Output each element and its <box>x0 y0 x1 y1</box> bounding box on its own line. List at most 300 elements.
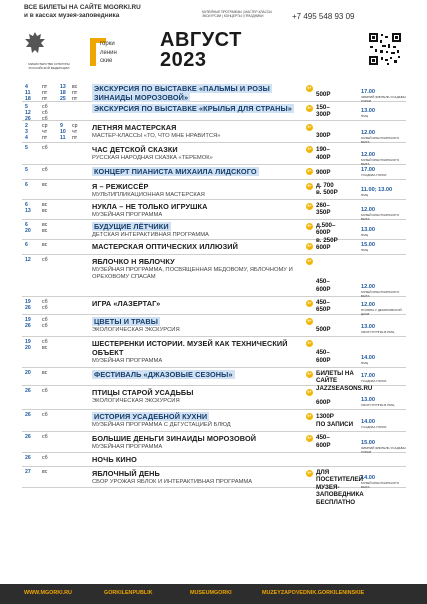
event-price <box>316 91 360 98</box>
event-info <box>92 257 300 281</box>
event-info <box>92 167 300 176</box>
event-title[interactable]: ЯБЛОЧКО Н ЯБЛОЧКУ <box>92 257 175 266</box>
event-dates <box>25 299 39 311</box>
event-dates-2 <box>60 84 72 102</box>
event-weekdays <box>42 257 60 263</box>
event-weekdays <box>42 182 60 188</box>
event-info <box>92 123 300 140</box>
event-weekdays <box>42 339 60 351</box>
event-weekdays-value: сб <box>42 305 48 312</box>
event-venue <box>361 373 407 384</box>
event-subtitle: МАСТЕР-КЛАССЫ «ТО, ЧТО МНЕ НРАВИТСЯ» <box>92 133 221 139</box>
event-price <box>316 182 360 197</box>
event-weekdays-value: пт <box>42 135 48 142</box>
event-title[interactable]: КОНЦЕРТ ПИАНИСТА МИХАИЛА ЛИДСКОГО <box>94 167 257 176</box>
event-price-value: 450– <box>316 278 330 286</box>
event-weekdays <box>42 388 60 394</box>
event-weekdays <box>42 167 60 173</box>
event-weekdays-2-value: пт <box>72 90 78 97</box>
event-subtitle: МУЛЬТИПЛИКАЦИОННАЯ МАСТЕРСКАЯ <box>92 192 205 198</box>
event-subtitle: МУЗЕЙНАЯ ПРОГРАММА С ДЕГУСТАЦИЕЙ БЛЮД <box>92 422 231 428</box>
event-price-value: д.500– <box>316 222 336 229</box>
event-row[interactable] <box>22 315 406 337</box>
event-venue <box>361 108 407 119</box>
event-dates-value: 6 <box>25 222 28 228</box>
event-venue-name: СБОР ГРУППЫ В НМЦ <box>361 402 395 407</box>
event-weekdays <box>42 84 60 102</box>
ministry-text: МИНИСТЕРСТВО КУЛЬТУРЫ РОССИЙСКОЙ ФЕДЕРАЦИИ <box>28 62 70 70</box>
event-price <box>316 278 360 293</box>
event-row[interactable] <box>22 467 406 506</box>
age-rating-badge: 6+ <box>307 106 312 110</box>
event-dates-value: 5 <box>25 104 28 110</box>
event-dates <box>25 434 39 440</box>
event-weekdays-value: сб <box>42 455 48 461</box>
event-dates <box>25 455 39 461</box>
event-title[interactable]: ЯБЛОЧНЫЙ ДЕНЬ <box>92 469 160 478</box>
event-price-value: 450– <box>316 299 330 306</box>
event-title[interactable]: ЛЕТНЯЯ МАСТЕРСКАЯ <box>92 123 177 132</box>
event-row[interactable] <box>22 220 406 244</box>
event-weekdays-2-value: пт <box>72 96 78 103</box>
event-weekdays-value: сб <box>42 104 48 110</box>
age-rating-badge: 6+ <box>307 244 312 248</box>
event-dates <box>25 202 39 214</box>
event-info <box>92 469 300 486</box>
event-price-value: ДЛЯ ПОСЕТИТЕЛЕЙ <box>316 469 363 484</box>
event-row[interactable] <box>22 410 406 432</box>
event-price <box>316 413 360 428</box>
event-row[interactable] <box>22 453 406 467</box>
event-dates <box>25 167 39 173</box>
event-price-value: в. 500Р <box>316 189 338 197</box>
event-dates-value: 19 <box>25 299 31 305</box>
event-time: 14.00 <box>361 355 375 361</box>
event-title[interactable]: ПТИЦЫ СТАРОЙ УСАДЬБЫ <box>92 388 194 397</box>
event-dates-value: 6 <box>25 202 28 208</box>
event-weekdays-value: вс <box>42 222 48 228</box>
event-dates <box>25 339 39 351</box>
event-price-value: 600Р <box>316 398 331 406</box>
event-venue-name: СБОР ГРУППЫ В НМЦ <box>361 329 395 334</box>
event-price-value: 900Р <box>316 168 331 176</box>
event-dates-value: 3 <box>25 129 28 136</box>
event-price <box>316 169 360 176</box>
event-row[interactable] <box>22 200 406 220</box>
event-venue-name: МУЗЕЙ КРЕСТЬЯНСКОГО БЫТА <box>361 212 400 221</box>
logo-line-3: ские <box>100 58 113 64</box>
event-weekdays-2-value: ср <box>72 123 78 129</box>
event-row[interactable] <box>22 121 406 143</box>
event-weekdays-value: сб <box>42 323 48 330</box>
event-subtitle: МУЗЕЙНАЯ ПРОГРАММА <box>92 444 163 450</box>
event-venue-name: МУЗЕЙ КРЕСТЬЯНСКОГО БЫТА <box>361 135 400 144</box>
page-title <box>160 30 242 70</box>
event-venue <box>361 324 407 335</box>
event-weekdays-value: сб <box>42 317 48 323</box>
event-title[interactable]: ИСТОРИЯ УСАДЕБНОЙ КУХНИ <box>94 412 208 421</box>
event-dates-2-value: 9 <box>60 123 63 129</box>
event-title[interactable]: ШЕСТЕРЕНКИ ИСТОРИИ. МУЗЕЙ КАК ТЕХНИЧЕСКИЙ ОБЪЕКТ <box>92 339 288 357</box>
event-price-value: 150– <box>316 104 330 111</box>
event-dates-value: 13 <box>25 208 31 215</box>
footer-zapovednik-link[interactable]: MUZEYZAPOVEDNIK.GORKILENINSKIE <box>262 590 365 596</box>
gorki-logo <box>90 38 142 68</box>
qr-code-icon[interactable] <box>368 32 402 66</box>
event-subtitle: ЭКОЛОГИЧЕСКАЯ ЭКСКУРСИЯ <box>92 398 180 404</box>
event-venue-name: НМЦ <box>361 232 369 237</box>
event-title[interactable]: НОЧЬ КИНО <box>92 455 137 464</box>
event-weekdays-value: сб <box>42 339 48 345</box>
event-venue-name: МУЗЕЙ КРЕСТЬЯНСКОГО БЫТА <box>361 289 400 298</box>
event-dates-value: 11 <box>25 90 31 97</box>
event-dates <box>25 317 39 329</box>
age-rating-badge: 6+ <box>307 372 312 376</box>
event-price-value: 650Р <box>316 306 331 314</box>
event-info <box>92 388 300 405</box>
event-row[interactable] <box>22 82 406 102</box>
event-dates-value: 27 <box>25 469 31 475</box>
event-price-value: JAZZSEASONS.RU <box>316 384 373 392</box>
event-time: 13.00 <box>361 397 375 403</box>
phone-number[interactable]: +7 495 548 93 09 <box>292 12 355 21</box>
ministry-block <box>22 30 76 70</box>
event-dates-2-value: 13 <box>60 84 66 90</box>
title-month: АВГУСТ <box>160 29 242 51</box>
event-price <box>316 202 360 217</box>
event-row[interactable] <box>22 102 406 121</box>
event-price <box>316 244 360 251</box>
event-info <box>92 242 300 251</box>
event-price-value: 1300Р <box>316 413 334 421</box>
logo-line-2: ленин <box>100 49 117 56</box>
event-weekdays-2 <box>72 84 86 102</box>
event-price-value: 600Р <box>316 356 331 364</box>
ticket-promo <box>24 4 141 20</box>
event-price <box>316 132 360 139</box>
event-dates <box>25 84 39 102</box>
event-time: 13.00 <box>361 324 375 330</box>
event-price-value: 600Р <box>316 243 331 251</box>
event-venue <box>361 475 407 489</box>
age-rating-badge: 6+ <box>307 319 312 323</box>
event-venue <box>361 419 407 430</box>
event-dates-value: 6 <box>25 242 28 248</box>
event-title[interactable]: БОЛЬШИЕ ДЕНЬГИ ЗИНАИДЫ МОРОЗОВОЙ <box>92 434 257 443</box>
event-time: 17.00 <box>361 89 375 95</box>
event-dates-value: 5 <box>25 167 28 173</box>
event-venue-name: НМЦ <box>361 247 369 252</box>
event-time: 12.00 <box>361 152 375 158</box>
poster-header <box>0 0 427 78</box>
events-table <box>22 82 406 506</box>
age-rating-badge: 6+ <box>307 341 312 345</box>
event-title[interactable]: ЦВЕТЫ И ТРАВЫ <box>94 317 159 326</box>
age-rating-badge: 6+ <box>307 169 312 173</box>
event-weekdays-value: сб <box>42 110 48 117</box>
event-venue-name: МУЗЕЙ КРЕСТЬЯНСКОГО БЫТА <box>361 480 400 489</box>
event-dates-2-value: 25 <box>60 96 66 103</box>
event-info <box>92 222 300 239</box>
event-price-value: 190– <box>316 146 330 154</box>
footer-museum-link[interactable]: MUSEUMGORKI <box>190 590 232 596</box>
event-time: 11.00; 13.00 <box>361 187 393 193</box>
age-rating-badge: 6+ <box>307 224 312 228</box>
footer-site-link[interactable]: WWW.MGORKI.RU <box>24 590 72 596</box>
event-row[interactable] <box>22 240 406 255</box>
event-dates-value: 20 <box>25 345 31 352</box>
event-price-value: в. 250Р <box>316 236 338 244</box>
event-venue <box>361 397 407 408</box>
event-price <box>316 349 360 364</box>
event-price-value: 500Р <box>316 325 331 333</box>
event-weekdays-value: вс <box>42 182 48 188</box>
event-venue-name: УСАДЬБА ГОРКИ <box>361 378 387 383</box>
event-time: 13.00 <box>361 108 375 114</box>
event-venue-name: ЗИМНИЙ ФЛИГЕЛЬ УСАДЬБЫ ГОРКИ <box>361 445 406 454</box>
event-weekdays-value: вс <box>42 208 48 215</box>
event-dates-value: 12 <box>25 257 31 263</box>
event-venue <box>361 167 407 178</box>
event-title[interactable]: ФЕСТИВАЛЬ «ДЖАЗОВЫЕ СЕЗОНЫ» <box>94 370 233 379</box>
event-dates-value: 4 <box>25 135 28 142</box>
event-dates-value: 5 <box>25 145 28 151</box>
event-weekdays <box>42 104 60 122</box>
event-row[interactable] <box>22 337 406 368</box>
event-venue <box>361 242 407 253</box>
event-time: 12.00 <box>361 207 375 213</box>
event-weekdays-value: пт <box>42 90 48 97</box>
event-price-value: ПО ЗАПИСИ <box>316 420 354 428</box>
event-dates <box>25 469 39 475</box>
event-venue-name: УСАДЬБА ГОРКИ <box>361 424 387 429</box>
event-info <box>92 317 300 334</box>
event-subtitle: ЭКОЛОГИЧЕСКАЯ ЭКСКУРСИЯ <box>92 327 180 333</box>
event-price <box>316 434 360 449</box>
event-row[interactable] <box>22 297 406 315</box>
event-dates-2 <box>60 123 72 141</box>
age-rating-badge: 6+ <box>307 436 312 440</box>
age-rating-badge: 6+ <box>307 414 312 418</box>
age-rating-badge: 6+ <box>307 301 312 305</box>
event-weekdays-value: сб <box>42 388 48 394</box>
event-info <box>92 104 300 113</box>
event-venue-name: НМЦ <box>361 113 369 118</box>
event-venue-name: НМЦ <box>361 192 369 197</box>
age-rating-badge: 3+ <box>307 147 312 151</box>
event-dates <box>25 123 39 141</box>
event-price-value: 300Р <box>316 111 331 119</box>
event-weekdays-2-value: вс <box>72 84 78 90</box>
event-weekdays <box>42 123 60 141</box>
event-time: 15.00 <box>361 440 375 446</box>
event-info <box>92 339 300 365</box>
event-price-value: 600Р <box>316 285 331 293</box>
event-time: 12.00 <box>361 284 375 290</box>
eagle-emblem-icon <box>22 30 48 56</box>
event-info <box>92 145 300 162</box>
event-dates <box>25 388 39 394</box>
event-subtitle: МУЗЕЙНАЯ ПРОГРАММА, ПОСВЯЩЕННАЯ МЕДОВОМУ, ЯБЛОЧНОМУ И ОРЕХОВОМУ СПАСАМ <box>92 267 293 280</box>
event-price-value: БЕСПЛАТНО <box>316 498 356 506</box>
event-title[interactable]: ЧАС ДЕТСКОЙ СКАЗКИ <box>92 145 178 154</box>
event-price <box>316 399 360 406</box>
event-price-value: 600Р <box>316 229 331 237</box>
event-title[interactable]: Я – РЕЖИССЁР <box>92 182 149 191</box>
age-rating-badge: 6+ <box>307 184 312 188</box>
event-info <box>92 84 300 102</box>
event-info <box>92 299 300 308</box>
event-weekdays-value: вс <box>42 202 48 208</box>
event-time: 12.00 <box>361 130 375 136</box>
event-info <box>92 202 300 219</box>
event-weekdays-value: пт <box>42 84 48 90</box>
event-weekdays <box>42 242 60 248</box>
event-dates-value: 26 <box>25 305 31 312</box>
event-row[interactable] <box>22 165 406 180</box>
event-title[interactable]: ЭКСКУРСИЯ ПО ВЫСТАВКЕ «ПАЛЬМЫ И РОЗЫ ЗИНАИДЫ МОРОЗОВОЙ» <box>94 84 270 102</box>
event-info <box>92 182 300 199</box>
event-dates-value: 26 <box>25 116 31 123</box>
event-weekdays-value: сб <box>42 299 48 305</box>
event-weekdays <box>42 455 60 461</box>
event-weekdays <box>42 317 60 329</box>
event-price-value: 450– <box>316 349 330 357</box>
event-dates-value: 19 <box>25 339 31 345</box>
event-venue <box>361 187 407 198</box>
event-weekdays-value: чт <box>42 129 48 136</box>
logo-line-1: горки <box>100 41 115 47</box>
event-price-value: д. 700 <box>316 182 334 189</box>
event-time: 13.00 <box>361 227 375 233</box>
event-dates <box>25 370 39 376</box>
event-weekdays-2 <box>72 123 86 141</box>
event-title[interactable]: ИГРА «ЛАЗЕРТАГ» <box>92 299 161 308</box>
event-subtitle: РУССКАЯ НАРОДНАЯ СКАЗКА «ТЕРЕМОК» <box>92 155 213 161</box>
event-weekdays-value: сб <box>42 167 48 173</box>
event-row[interactable] <box>22 255 406 297</box>
event-price-value: 350Р <box>316 209 331 217</box>
event-price-value: 450– <box>316 434 330 442</box>
event-price-value: 500Р <box>316 90 331 98</box>
event-venue-name: УСАДЬБА ГОРКИ <box>361 172 387 177</box>
footer-vk-link[interactable]: GORKILENPUBLIK <box>104 590 153 596</box>
event-time: 17.00 <box>361 167 375 173</box>
event-weekdays-value: вс <box>42 345 48 352</box>
event-dates-value: 12 <box>25 110 31 117</box>
event-dates <box>25 412 39 418</box>
event-weekdays-value: пт <box>42 96 48 103</box>
event-info <box>92 370 300 379</box>
event-time: 14.00 <box>361 475 375 481</box>
event-dates-value: 19 <box>25 317 31 323</box>
event-weekdays-value: ср <box>42 123 48 129</box>
age-rating-badge: 6+ <box>307 125 312 129</box>
event-time: 14.00 <box>361 419 375 425</box>
event-dates <box>25 182 39 188</box>
event-price <box>316 299 360 314</box>
event-dates <box>25 104 39 122</box>
age-rating-badge: 6+ <box>307 471 312 475</box>
promo-line-2: и в кассах музея-заповедника <box>24 12 120 19</box>
event-row[interactable] <box>22 143 406 165</box>
event-dates-value: 26 <box>25 412 31 418</box>
event-price-value: БИЛЕТЫ НА САЙТЕ <box>316 370 354 385</box>
event-subtitle: МУЗЕЙНАЯ ПРОГРАММА <box>92 358 163 364</box>
event-subtitle: ДЕТСКАЯ ИНТЕРАКТИВНАЯ ПРОГРАММА <box>92 232 209 238</box>
event-dates-2-value: 18 <box>60 90 66 97</box>
programs-text: МУЗЕЙНЫЕ ПРОГРАММЫ | МАСТЕР-КЛАССЫ ЭКСКУРСИИ | КОНЦЕРТЫ | ПРАЗДНИКИ <box>202 10 273 18</box>
event-dates-value: 6 <box>25 182 28 188</box>
event-weekdays-value: сб <box>42 257 48 263</box>
event-venue-name: ЗИМНИЙ ФЛИГЕЛЬ УСАДЬБЫ ГОРКИ <box>361 94 406 103</box>
event-row[interactable] <box>22 180 406 200</box>
event-row[interactable] <box>22 386 406 410</box>
event-price-value: 600Р <box>316 441 331 449</box>
event-info <box>92 434 300 451</box>
event-dates-value: 2 <box>25 123 28 129</box>
event-price <box>316 326 360 333</box>
event-weekdays <box>42 412 60 418</box>
event-dates <box>25 242 39 248</box>
event-price-value: 400Р <box>316 153 331 161</box>
event-title[interactable]: МАСТЕРСКАЯ ОПТИЧЕСКИХ ИЛЛЮЗИЙ <box>92 242 238 251</box>
footer <box>0 584 427 604</box>
event-price <box>316 146 360 161</box>
event-title[interactable]: БУДУЩИЕ ЛЁТЧИКИ <box>94 222 169 231</box>
event-weekdays-value: вс <box>42 469 48 475</box>
title-year: 2023 <box>160 49 207 71</box>
event-weekdays <box>42 222 60 234</box>
event-dates-2-value: 10 <box>60 129 66 136</box>
event-weekdays-value: сб <box>42 145 48 151</box>
event-weekdays-value: сб <box>42 116 48 123</box>
event-weekdays <box>42 434 60 440</box>
event-dates-value: 20 <box>25 228 31 235</box>
event-title[interactable]: ЭКСКУРСИЯ ПО ВЫСТАВКЕ «КРЫЛЬЯ ДЛЯ СТРАНЫ» <box>94 104 292 113</box>
event-dates-value: 26 <box>25 388 31 394</box>
event-dates <box>25 145 39 151</box>
event-weekdays <box>42 469 60 475</box>
event-subtitle: МУЗЕЙНАЯ ПРОГРАММА <box>92 212 163 218</box>
event-weekdays-value: вс <box>42 242 48 248</box>
event-venue-name: НМЦ <box>361 360 369 365</box>
event-price-value: 260– <box>316 202 330 209</box>
event-title[interactable]: НУКЛА – НЕ ТОЛЬКО ИГРУШКА <box>92 202 208 211</box>
event-dates <box>25 222 39 234</box>
event-time: 17.00 <box>361 373 375 379</box>
event-dates-value: 26 <box>25 323 31 330</box>
event-venue-name: МУЗЕЙ КРЕСТЬЯНСКОГО БЫТА <box>361 157 400 166</box>
age-rating-badge: 6+ <box>307 259 312 263</box>
event-price-value: 300Р <box>316 131 331 139</box>
event-venue <box>361 227 407 238</box>
event-weekdays-2-value: чт <box>72 129 78 136</box>
event-dates-value: 4 <box>25 84 28 90</box>
event-info <box>92 455 300 464</box>
event-time: 12.00 <box>361 302 375 308</box>
event-dates-value: 26 <box>25 434 31 440</box>
event-row[interactable] <box>22 432 406 453</box>
event-price <box>316 469 364 506</box>
event-info <box>92 412 300 429</box>
event-weekdays-value: вс <box>42 370 48 376</box>
event-dates <box>25 257 39 263</box>
event-weekdays-value: вс <box>42 228 48 235</box>
event-weekdays-2-value: пт <box>72 135 78 142</box>
event-price-value: МУЗЕЯ-ЗАПОВЕДНИКА <box>316 483 364 499</box>
event-weekdays <box>42 145 60 151</box>
